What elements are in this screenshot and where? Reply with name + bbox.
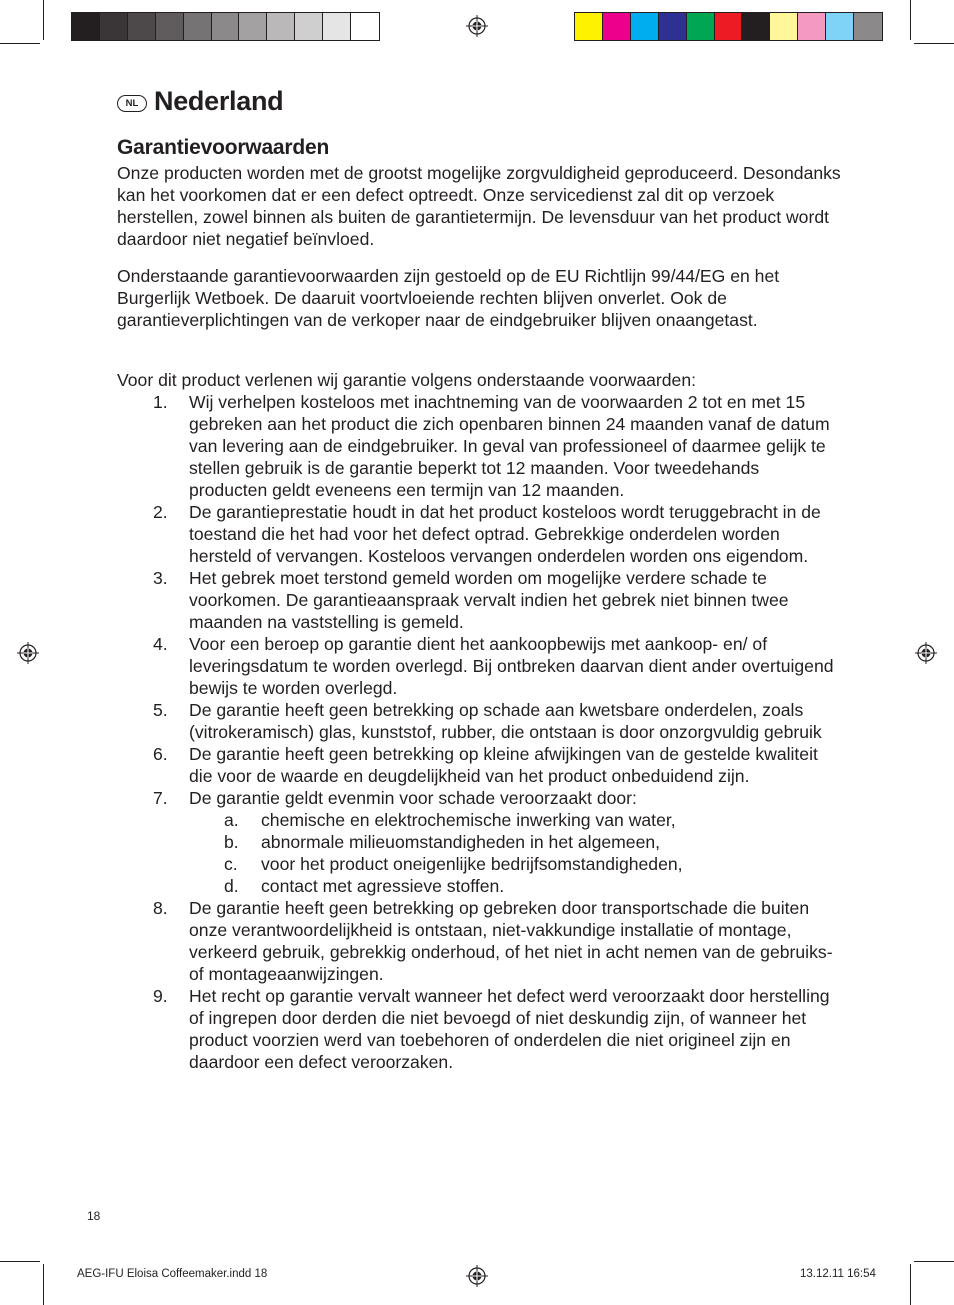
item-number: 9. (153, 986, 168, 1006)
item-text: De garantie heeft geen betrekking op schade aan kwetsbare onderdelen, zoals (vitrokeramisch) glas, kunststof, rubber, die ontstaan is door onzorgvuldig gebruik (189, 700, 822, 742)
language-title: Nederland (154, 86, 284, 116)
sub-item-letter: b. (224, 832, 239, 852)
sub-list-item (189, 853, 842, 875)
sub-list-item (189, 809, 842, 831)
list-item (117, 633, 842, 699)
sub-item-text: abnormale milieuomstandigheden in het algemeen, (261, 832, 661, 852)
list-item (117, 787, 842, 897)
warranty-terms-list (117, 391, 842, 1073)
crop-mark (0, 1261, 40, 1262)
list-item (117, 699, 842, 743)
grayscale-color-bar (71, 12, 380, 41)
color-swatch (212, 13, 240, 40)
sub-item-letter: d. (224, 876, 239, 896)
color-swatch (687, 13, 715, 40)
item-text: Voor een beroep op garantie dient het aankoopbewijs met aankoop- en/ of leveringsdatum te worden overlegd. Bij ontbreken daarvan dient ander overtuigend bewijs te worden overlegd. (189, 634, 834, 698)
legal-basis-paragraph: Onderstaande garantievoorwaarden zijn gestoeld op de EU Richtlijn 99/44/EG en het Burgerlijk Wetboek. De daaruit voortvloeiende rechten blijven onverlet. Ook de garantieverplichtingen van de verkoper naar de eindgebruiker blijven onaangetast. (117, 266, 780, 330)
item-number: 4. (153, 634, 168, 654)
color-swatch (295, 13, 323, 40)
registration-mark-icon (466, 15, 488, 37)
item-number: 8. (153, 898, 168, 918)
terms-lead-paragraph: Voor dit product verlenen wij garantie volgens onderstaande voorwaarden: (117, 370, 697, 390)
section-title: Garantievoorwaarden (117, 136, 330, 159)
crop-mark (914, 1261, 954, 1262)
item-text: Het gebrek moet terstond gemeld worden om mogelijke verdere schade te voorkomen. De garantieaanspraak vervalt indien het gebrek niet binnen twee maanden na vaststelling is gemeld. (189, 568, 789, 632)
item-text: De garantieprestatie houdt in dat het product kosteloos wordt teruggebracht in de toestand die het had voor het defect optrad. Gebrekkige onderdelen worden hersteld of vervangen. Kosteloos vervangen onderdelen worden ons eigendom. (189, 502, 821, 566)
sub-item-text: contact met agressieve stoffen. (261, 876, 505, 896)
item-number: 6. (153, 744, 168, 764)
item-text: De garantie heeft geen betrekking op kleine afwijkingen van de gestelde kwaliteit die voor de waarde en deugdelijkheid van het product onbeduidend zijn. (189, 744, 818, 786)
item-text: De garantie geldt evenmin voor schade veroorzaakt door: (189, 788, 637, 808)
color-swatch (770, 13, 798, 40)
color-swatch (323, 13, 351, 40)
registration-mark-icon (466, 1265, 488, 1287)
registration-mark-icon (915, 642, 937, 664)
color-swatch (72, 13, 100, 40)
color-swatch (659, 13, 687, 40)
sub-item-text: voor het product oneigenlijke bedrijfsomstandigheden, (261, 854, 683, 874)
slug-timestamp: 13.12.11 16:54 (800, 1268, 876, 1280)
color-swatch (575, 13, 603, 40)
color-swatch (854, 13, 882, 40)
item-number: 7. (153, 788, 168, 808)
color-swatch (184, 13, 212, 40)
page-number: 18 (87, 1209, 101, 1223)
list-item (117, 501, 842, 567)
item-number: 3. (153, 568, 168, 588)
language-heading (117, 86, 283, 117)
color-swatch (351, 13, 379, 40)
color-swatch (826, 13, 854, 40)
crop-mark (910, 1264, 911, 1305)
item-text: Het recht op garantie vervalt wanneer het defect werd veroorzaakt door herstelling of ingrepen door derden die niet bevoegd of niet deskundig zijn, of wanneer het product voorzien werd van toebehoren of onderdelen die niet origineel zijn en daardoor een defect veroorzaken. (189, 986, 830, 1072)
list-item (117, 567, 842, 633)
damage-causes-sublist (189, 809, 842, 897)
crop-mark (914, 43, 954, 44)
sub-item-text: chemische en elektrochemische inwerking van water, (261, 810, 676, 830)
slug-filename: AEG-IFU Eloisa Coffeemaker.indd 18 (77, 1268, 268, 1280)
color-swatch (156, 13, 184, 40)
crop-mark (0, 43, 40, 44)
item-number: 2. (153, 502, 168, 522)
sub-item-letter: a. (224, 810, 239, 830)
item-text: De garantie heeft geen betrekking op gebreken door transportschade die buiten onze verantwoordelijkheid is ontstaan, niet-vakkundige installatie of montage, verkeerd gebruik, gebrekkig onderhoud, of het niet in acht nemen van de gebruiks- of montageaanwijzingen. (189, 898, 833, 984)
item-number: 1. (153, 392, 168, 412)
sub-list-item (189, 875, 842, 897)
crop-mark (910, 0, 911, 40)
crop-mark (43, 0, 44, 40)
sub-list-item (189, 831, 842, 853)
color-swatch (267, 13, 295, 40)
color-swatch (100, 13, 128, 40)
language-badge: NL (117, 95, 147, 112)
crop-mark (43, 1264, 44, 1305)
color-swatch (631, 13, 659, 40)
color-swatch (603, 13, 631, 40)
color-swatch (239, 13, 267, 40)
color-swatch (798, 13, 826, 40)
list-item (117, 985, 842, 1073)
intro-paragraph: Onze producten worden met de grootst mogelijke zorgvuldigheid geproduceerd. Desondanks kan het voorkomen dat er een defect optreedt. Onze servicedienst zal dit op verzoek herstellen, zowel binnen als buiten de garantietermijn. De levensduur van het product wordt daardoor niet negatief beïnvloed. (117, 163, 841, 249)
color-swatch (742, 13, 770, 40)
process-color-bar (574, 12, 883, 41)
color-swatch (128, 13, 156, 40)
list-item (117, 897, 842, 985)
item-text: Wij verhelpen kosteloos met inachtneming van de voorwaarden 2 tot en met 15 gebreken aan het product die zich openbaren binnen 24 maanden vanaf de datum van levering aan de eindgebruiker. In geval van professioneel of daarmee gelijk te stellen gebruik is de garantie beperkt tot 12 maanden. Voor tweedehands producten geldt eveneens een termijn van 12 maanden. (189, 392, 830, 500)
registration-mark-icon (17, 642, 39, 664)
list-item (117, 743, 842, 787)
color-swatch (715, 13, 743, 40)
item-number: 5. (153, 700, 168, 720)
sub-item-letter: c. (224, 854, 238, 874)
list-item (117, 391, 842, 501)
